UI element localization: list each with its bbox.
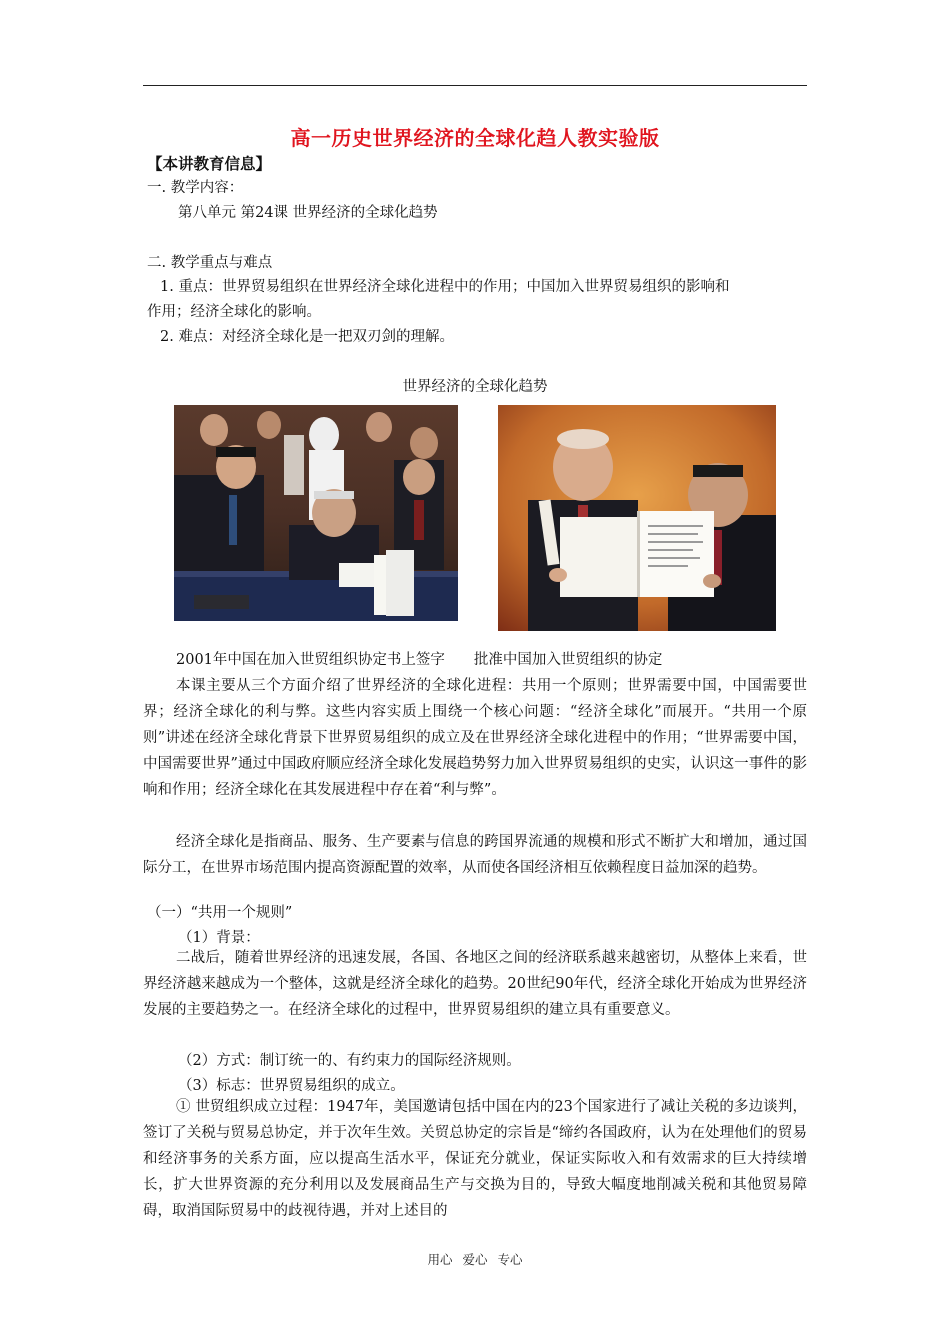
photo-caption: 2001年中国在加入世贸组织协定书上签字 批准中国加入世贸组织的协定 <box>176 652 663 668</box>
intro-paragraph: 本课主要从三个方面介绍了世界经济的全球化进程：共用一个原则；世界需要中国，中国需要世界；经济全球化的利与弊。这些内容实质上围绕一个核心问题：“经济全球化”而展开。“共用一个原则”讲述在经济全球化背景下世界贸易组织的成立及在世界经济全球化进程中的作用；“世界需要中国，中国需要世界”通过中国政府顺应经济全球化发展趋势努力加入世界贸易组织的史实，认识这一事件的影响和作用；经济全球化在其发展进程中存在着“利与弊”。 <box>143 678 807 798</box>
lesson-title: 第八单元 第24课 世界经济的全球化趋势 <box>178 205 438 221</box>
definition-paragraph: 经济全球化是指商品、服务、生产要素与信息的跨国界流通的规模和形式不断扩大和增加，通过国际分工，在世界市场范围内提高资源配置的效率，从而使各国经济相互依赖程度日益加深的趋势。 <box>143 834 807 876</box>
figure-title: 世界经济的全球化趋势 <box>402 379 548 395</box>
background-paragraph: 二战后，随着世界经济的迅速发展，各国、各地区之间的经济联系越来越密切，从整体上来看，世界经济越来越成为一个整体，这就是经济全球化的趋势。20世纪90年代，经济全球化开始成为世界经济发展的主要趋势之一。在经济全球化的过程中，世界贸易组织的建立具有重要意义。 <box>143 950 807 1018</box>
page-footer: 用心 爱心 专心 <box>427 1252 523 1267</box>
background-label: （1）背景： <box>178 930 260 946</box>
document-title: 高一历史世界经济的全球化趋人教实验版 <box>290 126 660 150</box>
header-rule <box>143 85 807 86</box>
agreement-presentation-photo <box>498 405 776 631</box>
difficult-point: 2. 难点：对经济全球化是一把双刃剑的理解。 <box>160 329 454 345</box>
process-paragraph: ① 世贸组织成立过程：1947年，美国邀请包括中国在内的23个国家进行了减让关税的多边谈判，签订了关税与贸易总协定，并于次年生效。关贸总协定的宗旨是“缔约各国政府，认为在处理他们的贸易和经济事务的关系方面，应以提高生活水平，保证充分就业，保证实际收入和有效需求的巨大持续增长，扩大世界资源的充分利用以及发展商品生产与交换为目的，导致大幅度地削减关税和其他贸易障碍，取消国际贸易中的歧视待遇，并对上述目的 <box>143 1099 807 1219</box>
method-line: （2）方式：制订统一的、有约束力的国际经济规则。 <box>178 1053 521 1069</box>
key-point-1-line-1: 1. 重点：世界贸易组织在世界经济全球化进程中的作用；中国加入世界贸易组织的影响和 <box>160 279 730 295</box>
key-point-1-line-2: 作用；经济全球化的影响。 <box>147 304 321 320</box>
marker-line: （3）标志：世界贸易组织的成立。 <box>178 1078 405 1094</box>
subsection-heading-1: （一）“共用一个规则” <box>147 905 293 921</box>
teaching-content-heading: 一. 教学内容： <box>147 180 244 196</box>
section-heading: 【本讲教育信息】 <box>147 155 272 173</box>
signing-ceremony-photo <box>174 405 458 621</box>
key-points-heading: 二. 教学重点与难点 <box>147 255 273 271</box>
